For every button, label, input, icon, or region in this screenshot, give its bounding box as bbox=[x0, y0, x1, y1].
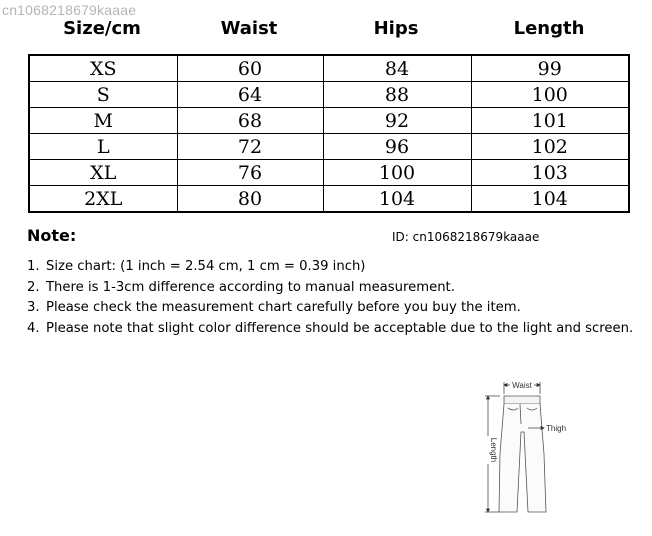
cell-waist: 76 bbox=[177, 160, 323, 186]
notes-list bbox=[27, 257, 647, 340]
header-size: Size/cm bbox=[63, 18, 141, 39]
length-label: Length bbox=[489, 437, 498, 463]
cell-waist: 64 bbox=[177, 82, 323, 108]
pants-measurement-diagram bbox=[470, 374, 580, 524]
list-number: 4. bbox=[27, 321, 40, 337]
cell-length: 103 bbox=[471, 160, 629, 186]
cell-size: XS bbox=[29, 55, 177, 82]
list-item bbox=[27, 319, 647, 340]
cell-size: S bbox=[29, 82, 177, 108]
table-header-row bbox=[0, 18, 652, 44]
cell-waist: 60 bbox=[177, 55, 323, 82]
list-text: Size chart: (1 inch = 2.54 cm, 1 cm = 0.39 inch) bbox=[46, 259, 366, 274]
cell-length: 100 bbox=[471, 82, 629, 108]
table-row bbox=[29, 82, 629, 108]
list-item bbox=[27, 278, 647, 299]
list-item bbox=[27, 257, 647, 278]
list-number: 1. bbox=[27, 259, 40, 274]
cell-hips: 88 bbox=[323, 82, 471, 108]
list-number: 3. bbox=[27, 300, 40, 316]
waist-label: Waist bbox=[512, 381, 532, 390]
table-row bbox=[29, 55, 629, 82]
table-row bbox=[29, 108, 629, 134]
cell-waist: 72 bbox=[177, 134, 323, 160]
cell-hips: 100 bbox=[323, 160, 471, 186]
cell-length: 99 bbox=[471, 55, 629, 82]
list-text: There is 1-3cm difference according to manual measurement. bbox=[46, 279, 455, 295]
table-row bbox=[29, 186, 629, 213]
cell-hips: 84 bbox=[323, 55, 471, 82]
cell-size: 2XL bbox=[29, 186, 177, 213]
cell-size: XL bbox=[29, 160, 177, 186]
cell-length: 102 bbox=[471, 134, 629, 160]
cell-length: 101 bbox=[471, 108, 629, 134]
list-text: Please check the measurement chart carefully before you buy the item. bbox=[46, 300, 521, 316]
header-waist: Waist bbox=[220, 18, 278, 39]
header-hips: Hips bbox=[373, 18, 419, 39]
thigh-label: Thigh bbox=[546, 424, 567, 433]
cell-size: M bbox=[29, 108, 177, 134]
size-table bbox=[28, 54, 630, 213]
table-row bbox=[29, 160, 629, 186]
watermark-text: cn1068218679kaaae bbox=[2, 2, 137, 18]
product-id: ID: cn1068218679kaaae bbox=[392, 230, 540, 244]
table-row bbox=[29, 134, 629, 160]
note-title: Note: bbox=[27, 226, 77, 245]
list-number: 2. bbox=[27, 279, 40, 295]
cell-length: 104 bbox=[471, 186, 629, 213]
cell-hips: 104 bbox=[323, 186, 471, 213]
list-text: Please note that slight color difference should be acceptable due to the light and screen. bbox=[46, 321, 634, 337]
cell-size: L bbox=[29, 134, 177, 160]
header-length: Length bbox=[513, 18, 585, 39]
cell-hips: 92 bbox=[323, 108, 471, 134]
list-item bbox=[27, 298, 647, 319]
cell-waist: 68 bbox=[177, 108, 323, 134]
cell-waist: 80 bbox=[177, 186, 323, 213]
pants-outline-icon bbox=[499, 396, 546, 512]
cell-hips: 96 bbox=[323, 134, 471, 160]
